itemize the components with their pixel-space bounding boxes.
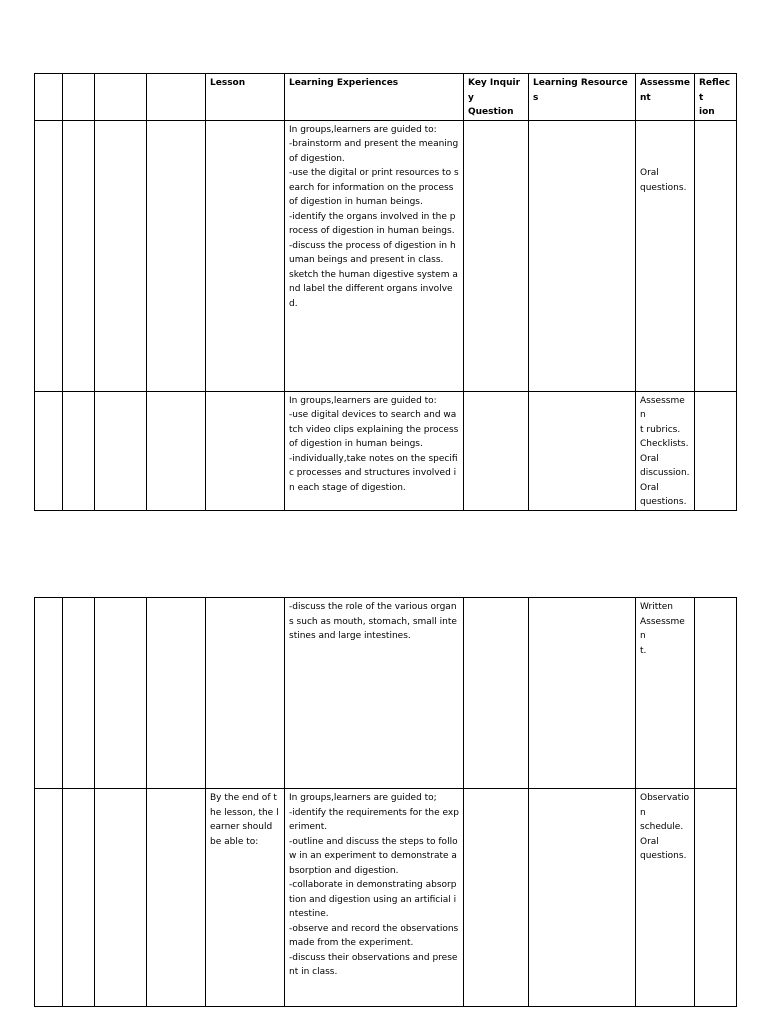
cell-key-inquiry-question — [464, 391, 529, 510]
header-assessment: Assessme nt — [636, 74, 695, 121]
scheme-of-work-table-bottom — [34, 597, 737, 1007]
cell-lesson — [206, 120, 285, 391]
table-row — [35, 598, 737, 789]
cell-reflection — [695, 391, 737, 510]
cell-blank — [35, 789, 63, 1007]
header-cell-blank-4 — [147, 74, 206, 121]
cell-lesson — [206, 391, 285, 510]
table-row — [35, 391, 737, 510]
cell-key-inquiry-question — [464, 598, 529, 789]
cell-blank — [63, 391, 95, 510]
header-learning-resources: Learning Resources — [529, 74, 636, 121]
cell-assessment: Assessmen t rubrics. Checklists. Oral discussion. Oral questions. — [636, 391, 695, 510]
cell-blank — [95, 789, 147, 1007]
cell-assessment: Oral questions. — [636, 120, 695, 391]
cell-learning-resources — [529, 598, 636, 789]
cell-reflection — [695, 598, 737, 789]
cell-learning-experiences: In groups,learners are guided to: -brainstorm and present the meaning of digestion. -use the digital or print resources to search for information on the process of digestion in human beings. -identify the organs involved in the process of digestion in human beings. -discuss the process of digestion in human beings and present in class. sketch the human digestive system and label the different organs involved. — [285, 120, 464, 391]
cell-lesson: By the end of the lesson, the learner should be able to: — [206, 789, 285, 1007]
cell-learning-resources — [529, 120, 636, 391]
header-key-inquiry-question: Key Inquiry Question — [464, 74, 529, 121]
header-reflection: Reflect ion — [695, 74, 737, 121]
cell-learning-experiences: -discuss the role of the various organs such as mouth, stomach, small intestines and large intestines. — [285, 598, 464, 789]
cell-learning-resources — [529, 789, 636, 1007]
cell-learning-experiences: In groups,learners are guided to; -identify the requirements for the experiment. -outline and discuss the steps to follow in an experiment to demonstrate absorption and digestion. -collaborate in demonstrating absorption and digestion using an artificial intestine. -observe and record the observations made from the experiment. -discuss their observations and present in class. — [285, 789, 464, 1007]
cell-blank — [147, 598, 206, 789]
cell-assessment: Observatio n schedule. Oral questions. — [636, 789, 695, 1007]
cell-reflection — [695, 789, 737, 1007]
table-row — [35, 120, 737, 391]
cell-blank — [35, 120, 63, 391]
cell-key-inquiry-question — [464, 789, 529, 1007]
cell-assessment: Written Assessmen t. — [636, 598, 695, 789]
cell-blank — [63, 120, 95, 391]
cell-blank — [95, 120, 147, 391]
cell-blank — [35, 598, 63, 789]
cell-blank — [147, 391, 206, 510]
cell-key-inquiry-question — [464, 120, 529, 391]
cell-blank — [63, 789, 95, 1007]
header-cell-blank-3 — [95, 74, 147, 121]
cell-blank — [35, 391, 63, 510]
cell-lesson — [206, 598, 285, 789]
scheme-of-work-table-top — [34, 73, 737, 511]
cell-blank — [147, 789, 206, 1007]
header-lesson: Lesson — [206, 74, 285, 121]
header-cell-blank-1 — [35, 74, 63, 121]
table-row — [35, 789, 737, 1007]
cell-reflection — [695, 120, 737, 391]
cell-learning-experiences: In groups,learners are guided to: -use digital devices to search and watch video clips explaining the process of digestion in human beings. -individually,take notes on the specific processes and structures involved in each stage of digestion. — [285, 391, 464, 510]
cell-blank — [95, 391, 147, 510]
cell-blank — [63, 598, 95, 789]
cell-blank — [147, 120, 206, 391]
cell-learning-resources — [529, 391, 636, 510]
cell-blank — [95, 598, 147, 789]
header-learning-experiences: Learning Experiences — [285, 74, 464, 121]
table-header-row — [35, 74, 737, 121]
header-cell-blank-2 — [63, 74, 95, 121]
